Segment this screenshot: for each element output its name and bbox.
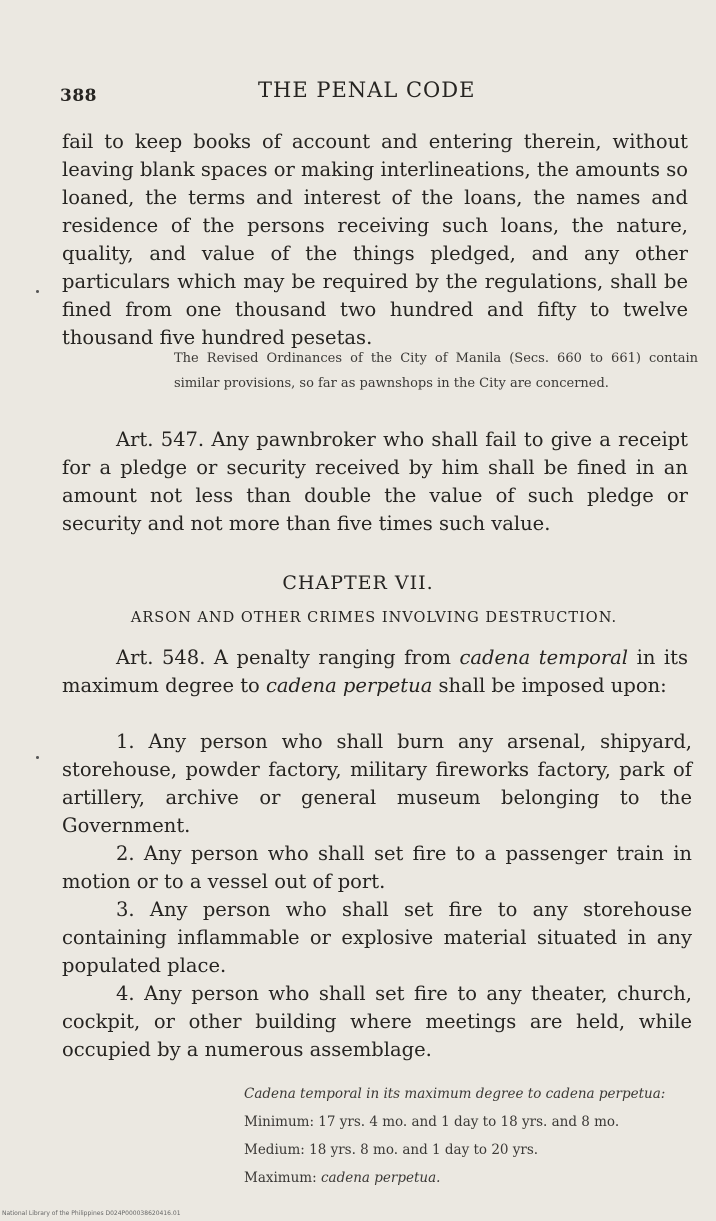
chapter-heading: CHAPTER VII. — [282, 572, 434, 594]
article-547: Art. 547. Any pawnbroker who shall fail to give a receipt for a pledge or security received by him shall be fined in an amount not less than double the value of such pledge or security and not more than five times such value. — [62, 428, 688, 535]
penalty-maximum-value: cadena perpetua. — [320, 1170, 441, 1186]
page-number: 388 — [60, 86, 97, 106]
article-548-term-perpetua: cadena perpetua — [265, 674, 433, 697]
penalty-minimum: Minimum: 17 yrs. 4 mo. and 1 day to 18 yrs. and 8 mo. — [244, 1114, 620, 1130]
penalty-maximum-label: Maximum: — [244, 1170, 321, 1186]
running-head — [60, 78, 680, 114]
list-item: 4. Any person who shall set fire to any theater, church, cockpit, or other building where meetings are held, while occupied by a numerous assemblage. — [62, 982, 692, 1061]
margin-mark — [36, 290, 39, 293]
list-item: 3. Any person who shall set fire to any storehouse containing inflammable or explosive material situated in any populated place. — [62, 898, 692, 977]
article-548 — [62, 644, 688, 700]
penalty-medium: Medium: 18 yrs. 8 mo. and 1 day to 20 yrs. — [244, 1142, 539, 1158]
article-548-items — [62, 728, 692, 1064]
margin-mark — [36, 756, 39, 759]
penalty-note — [244, 1080, 704, 1192]
ordinance-note: The Revised Ordinances of the City of Manila (Secs. 660 to 661) contain similar provisions, so far as pawnshops in the City are concerned. — [174, 351, 698, 391]
article-548-lead: Art. 548. A penalty ranging from — [116, 646, 460, 669]
article-548-tail: shall be imposed upon: — [432, 674, 667, 697]
scan-credit: National Library of the Philippines D024P000038620416.01 — [2, 1210, 181, 1217]
penalty-maximum — [244, 1164, 704, 1192]
article-548-term-temporal: cadena temporal — [459, 646, 629, 669]
opening-paragraph: fail to keep books of account and entering therein, without leaving blank spaces or making interlineations, the amounts so loaned, the terms and interest of the loans, the names and residence of the persons receiving such loans, the nature, quality, and value of the things pledged, and any other particulars which may be required by the regulations, shall be fined from one thousand two hundred and fifty to twelve thousand five hundred pesetas. — [62, 130, 688, 349]
penalty-note-heading: Cadena temporal in its maximum degree to cadena perpetua: — [244, 1086, 666, 1102]
list-item: 2. Any person who shall set fire to a passenger train in motion or to a vessel out of port. — [62, 842, 692, 893]
book-title: THE PENAL CODE — [258, 78, 476, 102]
chapter-subtitle: ARSON AND OTHER CRIMES INVOLVING DESTRUCTION. — [130, 610, 618, 626]
list-item: 1. Any person who shall burn any arsenal, shipyard, storehouse, powder factory, military fireworks factory, park of artillery, archive or general museum belonging to the Government. — [62, 730, 692, 837]
article-548-mid: in its maximum degree to — [62, 646, 688, 697]
